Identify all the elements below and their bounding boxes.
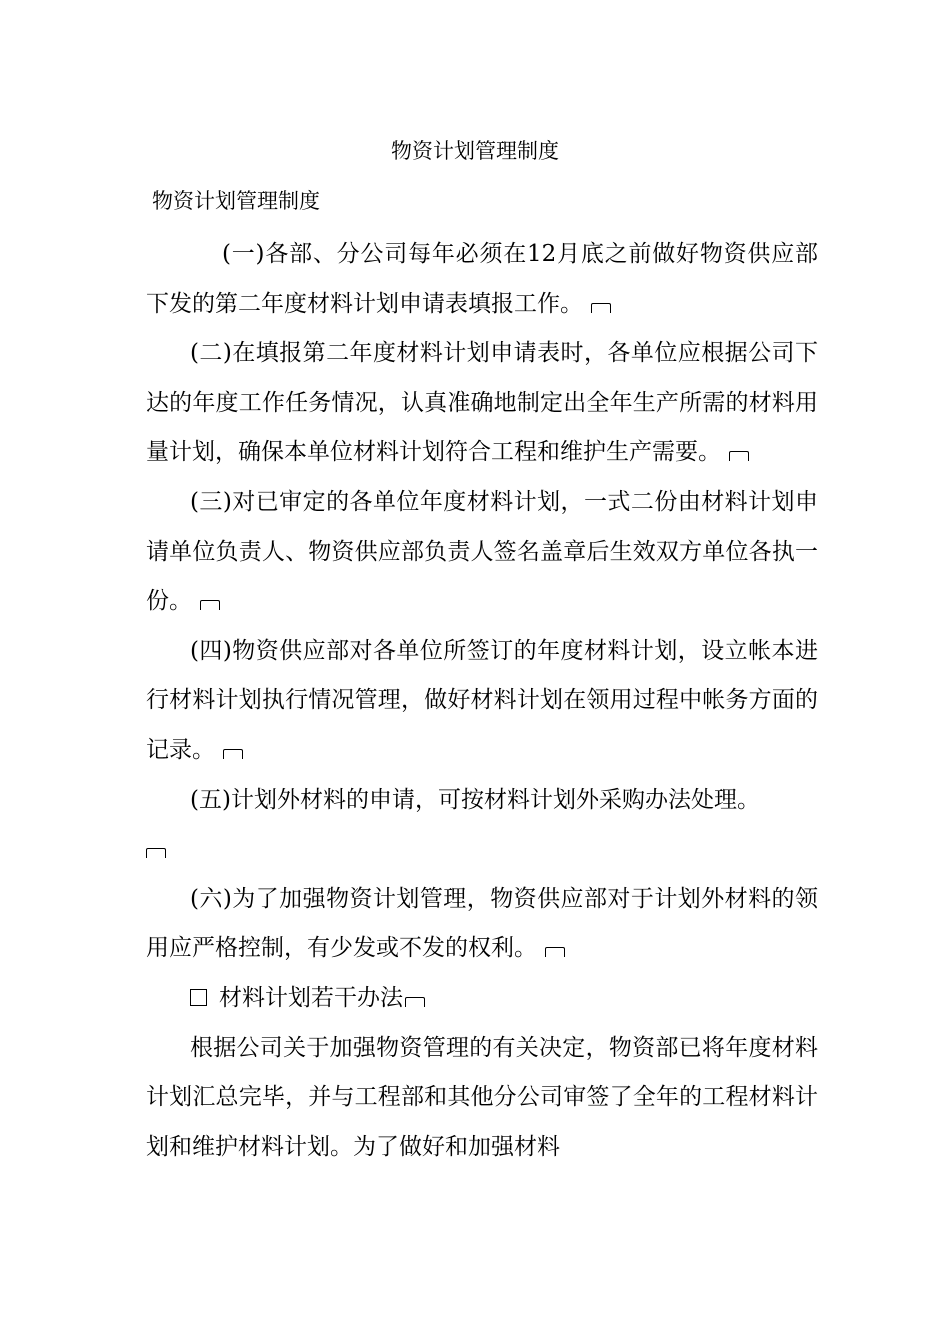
paragraph-3-text: (三)对已审定的各单位年度材料计划，一式二份由材料计划申请单位负责人、物资供应部负责人签名盖章后生效双方单位各执一份。	[146, 488, 818, 615]
paragraph-4	[146, 627, 818, 776]
paragraph-end-mark-icon	[545, 947, 565, 957]
paragraph-5-text: (五)计划外材料的申请，可按材料计划外采购办法处理。	[190, 786, 760, 813]
paragraph-4-text: (四)物资供应部对各单位所签订的年度材料计划，设立帐本进行材料计划执行情况管理，做好材料计划在领用过程中帐务方面的记录。	[146, 637, 818, 763]
paragraph-5	[146, 776, 818, 875]
paragraph-3	[146, 478, 818, 627]
section-heading-text: 材料计划若干办法	[219, 984, 403, 1011]
paragraph-end-mark-icon	[591, 303, 611, 313]
paragraph-2	[146, 329, 818, 478]
checkbox-icon[interactable]	[190, 989, 207, 1006]
paragraph-end-mark-icon	[200, 600, 220, 610]
closing-paragraph-text: 根据公司关于加强物资管理的有关决定，物资部已将年度材料计划汇总完毕，并与工程部和其他分公司审签了全年的工程材料计划和维护材料计划。为了做好和加强材料	[146, 1034, 818, 1160]
closing-paragraph	[146, 1024, 818, 1173]
section-heading	[146, 974, 818, 1024]
paragraph-6	[146, 875, 818, 974]
paragraph-1-text: (一)各部、分公司每年必须在12月底之前做好物资供应部下发的第二年度材料计划申请表填报工作。	[146, 241, 818, 317]
paragraph-6-text: (六)为了加强物资计划管理，物资供应部对于计划外材料的领用应严格控制，有少发或不发的权利。	[146, 885, 818, 962]
document-subtitle: 物资计划管理制度	[152, 189, 320, 213]
paragraph-end-mark-icon	[223, 749, 243, 759]
paragraph-1	[146, 230, 818, 329]
document-body	[146, 230, 818, 1172]
paragraph-end-mark-icon	[729, 451, 749, 461]
paragraph-2-text: (二)在填报第二年度材料计划申请表时，各单位应根据公司下达的年度工作任务情况，认真准确地制定出全年生产所需的材料用量计划，确保本单位材料计划符合工程和维护生产需要。	[146, 340, 818, 466]
paragraph-end-mark-icon	[405, 997, 425, 1007]
document-title: 物资计划管理制度	[391, 139, 559, 163]
paragraph-end-mark-icon	[146, 848, 166, 858]
